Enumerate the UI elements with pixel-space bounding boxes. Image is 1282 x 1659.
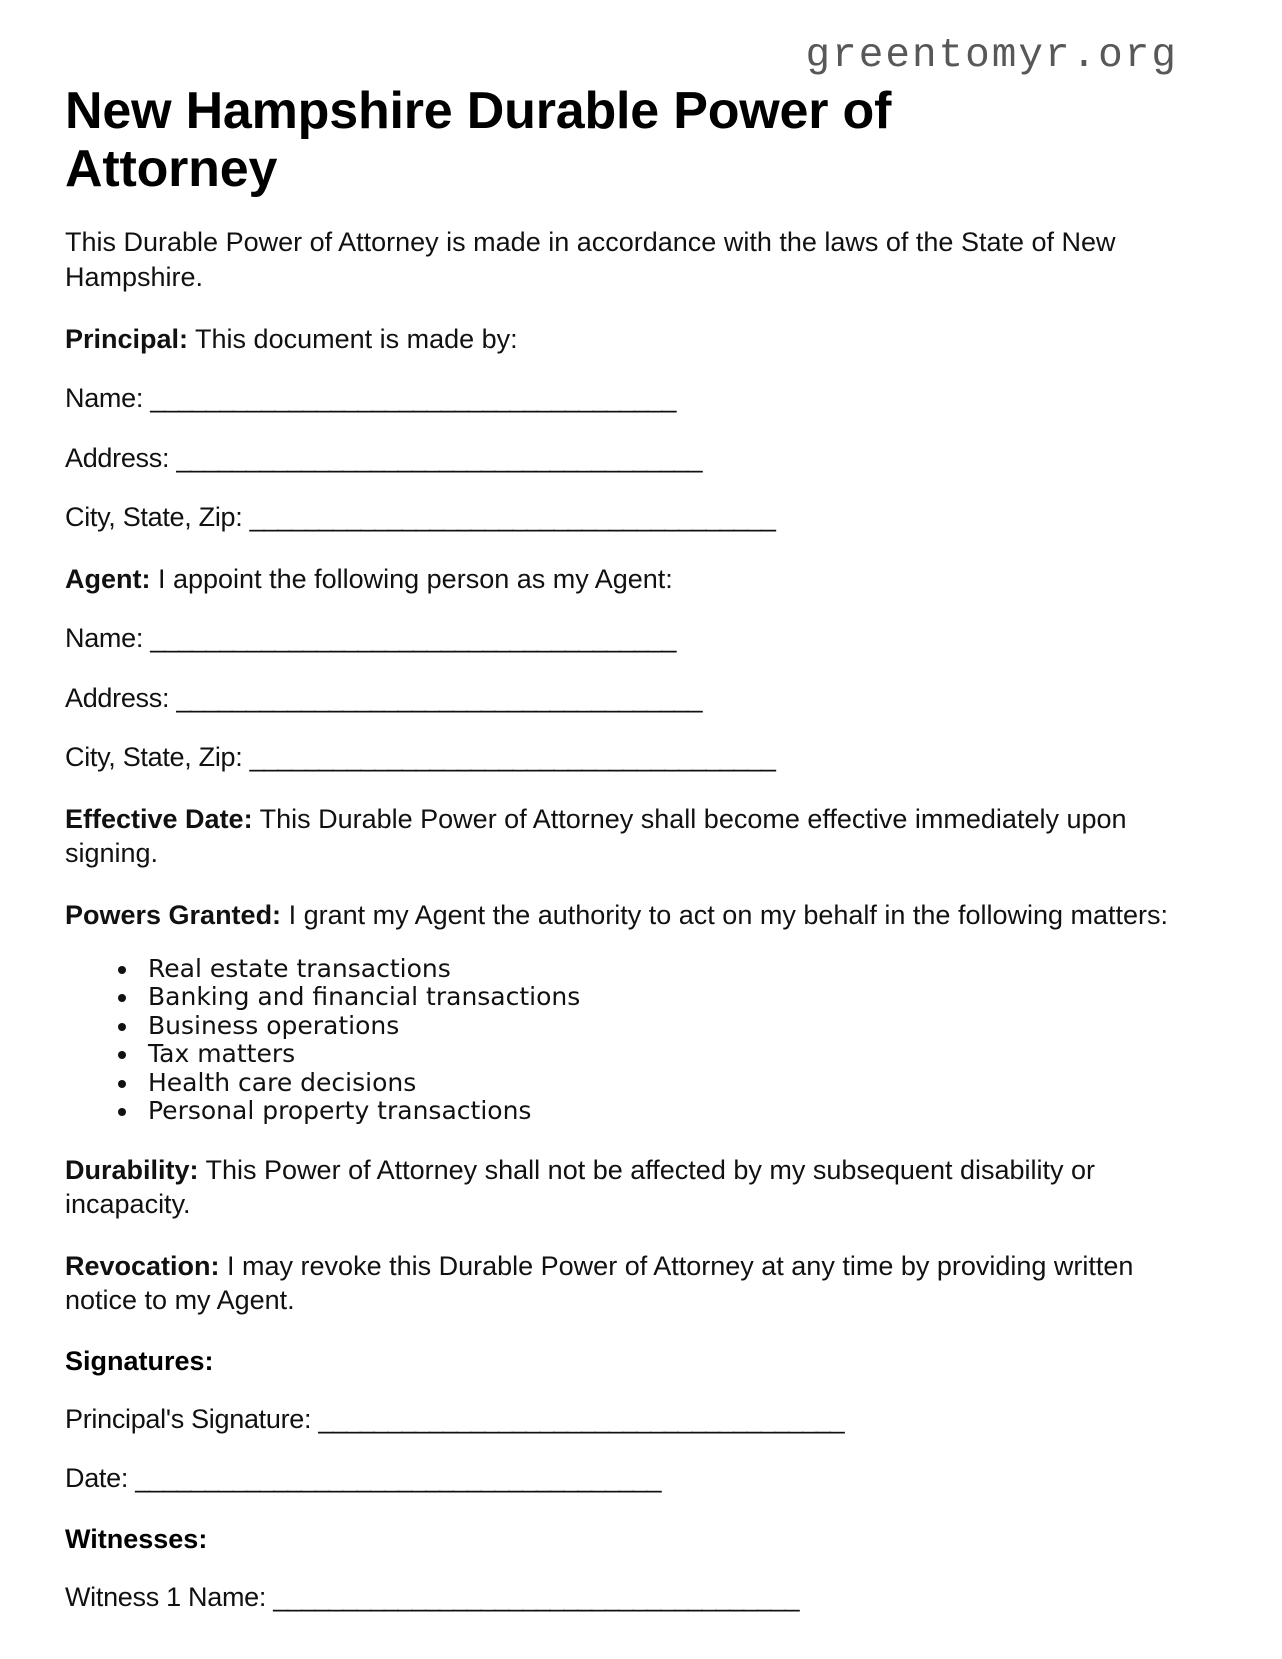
signature-date-label: Date:	[65, 1463, 136, 1494]
list-item: • Personal property transactions	[140, 1097, 1177, 1126]
document-content	[65, 0, 1177, 1614]
effective-date-paragraph	[65, 775, 1177, 871]
agent-address-blank[interactable]: ______________________________________	[176, 682, 702, 713]
site-watermark: greentomyr.org	[805, 33, 1178, 79]
principal-signature-label: Principal's Signature:	[65, 1403, 319, 1434]
effective-date-text: This Durable Power of Attorney shall become effective immediately upon signing.	[65, 803, 1127, 869]
revocation-paragraph	[65, 1222, 1177, 1318]
list-item: • Health care decisions	[140, 1069, 1177, 1098]
witness-1-name-blank[interactable]: ______________________________________	[273, 1581, 799, 1612]
powers-granted-lead: Powers Granted:	[65, 900, 282, 931]
agent-lead: Agent:	[65, 563, 151, 594]
principal-citystatezip-blank[interactable]: ______________________________________	[249, 502, 775, 533]
intro-paragraph: This Durable Power of Attorney is made in accordance with the laws of the State of New Hampshire.	[65, 227, 1116, 293]
agent-citystatezip-blank[interactable]: ______________________________________	[249, 742, 775, 773]
principal-name-label: Name:	[65, 383, 151, 414]
principal-signature-field	[65, 1377, 1177, 1437]
principal-address-blank[interactable]: ______________________________________	[176, 442, 702, 473]
agent-address-label: Address:	[65, 682, 177, 713]
list-item: • Banking and financial transactions	[140, 983, 1177, 1012]
principal-address-field	[65, 416, 1177, 476]
witness-1-name-label: Witness 1 Name:	[65, 1581, 274, 1612]
witness-1-name-field	[65, 1555, 1177, 1615]
list-item: • Business operations	[140, 1012, 1177, 1041]
revocation-lead: Revocation:	[65, 1250, 220, 1281]
principal-address-label: Address:	[65, 442, 177, 473]
powers-granted-paragraph	[65, 871, 1177, 933]
agent-address-field	[65, 656, 1177, 716]
agent-name-blank[interactable]: ______________________________________	[150, 623, 676, 654]
principal-name-field	[65, 356, 1177, 416]
principal-text: This document is made by:	[188, 323, 518, 354]
durability-lead: Durability:	[65, 1154, 199, 1185]
powers-list	[65, 933, 1177, 1126]
powers-granted-text: I grant my Agent the authority to act on my behalf in the following matters:	[281, 900, 1169, 931]
principal-lead: Principal:	[65, 323, 189, 354]
list-item: • Real estate transactions	[140, 955, 1177, 984]
agent-text: I appoint the following person as my Agent:	[150, 563, 673, 594]
agent-paragraph	[65, 535, 1177, 597]
revocation-text: I may revoke this Durable Power of Attorney at any time by providing written notice to my Agent.	[65, 1250, 1134, 1316]
signature-date-field	[65, 1436, 1177, 1496]
witnesses-heading: Witnesses:	[65, 1523, 208, 1554]
agent-citystatezip-label: City, State, Zip:	[65, 742, 250, 773]
principal-name-blank[interactable]: ______________________________________	[150, 383, 676, 414]
agent-name-label: Name:	[65, 623, 151, 654]
principal-citystatezip-field	[65, 475, 1177, 535]
effective-date-lead: Effective Date:	[65, 803, 253, 834]
signature-date-blank[interactable]: ______________________________________	[135, 1463, 661, 1494]
principal-signature-blank[interactable]: ______________________________________	[318, 1403, 844, 1434]
principal-paragraph	[65, 295, 1177, 357]
signatures-heading: Signatures:	[65, 1345, 214, 1376]
principal-citystatezip-label: City, State, Zip:	[65, 502, 250, 533]
agent-name-field	[65, 596, 1177, 656]
page-title: New Hampshire Durable Power of Attorney	[65, 82, 892, 199]
durability-text: This Power of Attorney shall not be affected by my subsequent disability or incapacity.	[65, 1154, 1096, 1220]
agent-citystatezip-field	[65, 715, 1177, 775]
durability-paragraph	[65, 1126, 1177, 1222]
list-item: • Tax matters	[140, 1040, 1177, 1069]
